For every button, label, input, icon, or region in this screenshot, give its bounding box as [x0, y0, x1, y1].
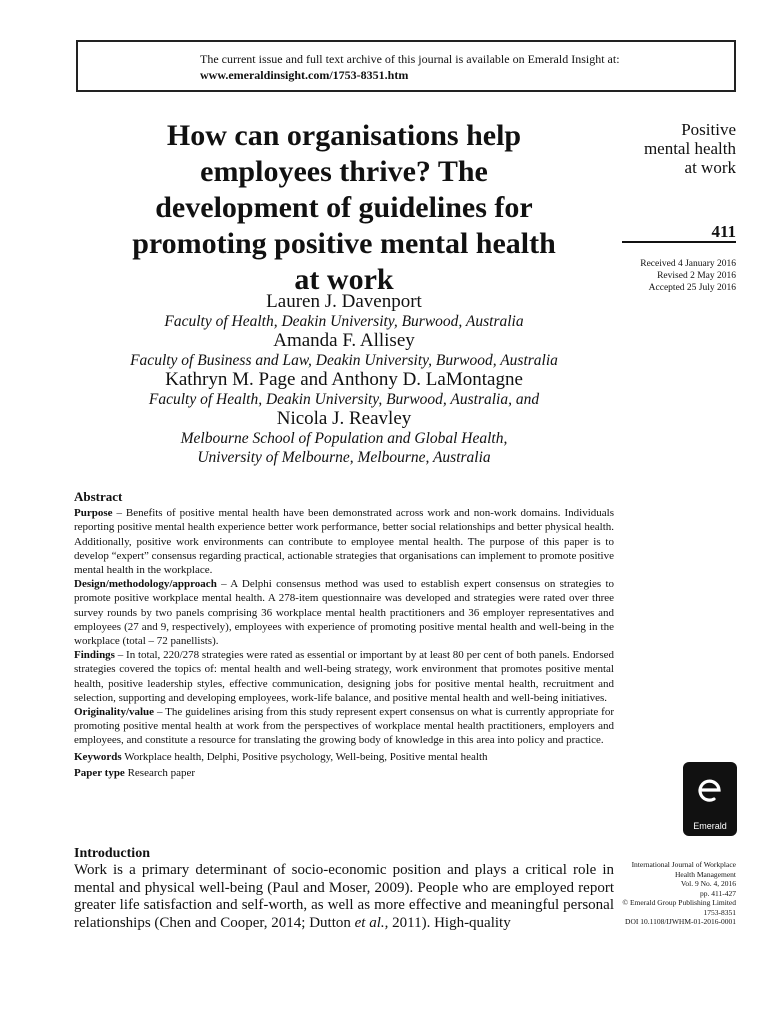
journal-url-link[interactable]: www.emeraldinsight.com/1753-8351.htm [200, 68, 409, 82]
author-affiliation: Faculty of Health, Deakin University, Burwood, Australia, and [148, 391, 540, 408]
author-name: Lauren J. Davenport [266, 291, 422, 312]
findings-label: Findings [74, 649, 115, 662]
keywords-text: Workplace health, Delphi, Positive psychology, Well-being, Positive mental health [121, 750, 488, 763]
journal-volume: Vol. 9 No. 4, 2016 [680, 879, 736, 888]
journal-doi: DOI 10.1108/IJWHM-01-2016-0001 [625, 917, 736, 926]
revised-date: Revised 2 May 2016 [657, 271, 736, 281]
paper-type-text: Research paper [124, 766, 196, 779]
emerald-logo [683, 762, 737, 836]
abstract-purpose [74, 506, 614, 577]
running-head-line: Positive [681, 120, 736, 139]
introduction-paragraph [74, 862, 614, 932]
design-text: – A Delphi consensus method was used to establish expert consensus on strategies to promote positive workplace mental health. A 278-item questionnaire was developed and strategies were rated over three survey rounds by two panels comprising 36 workplace mental health practitioners and 36 employer representatives and employees (27 and 9, respectively), employees with experience of promoting positive mental health and well-being in the workplace (total – 72 panellists). [74, 578, 614, 648]
introduction-heading: Introduction [74, 846, 150, 861]
journal-pages: pp. 411-427 [700, 888, 736, 898]
author-name: Nicola J. Reavley [276, 408, 412, 429]
title-line: at work [294, 263, 394, 296]
page-number: 411 [711, 222, 736, 241]
journal-copyright: © Emerald Group Publishing Limited [622, 898, 736, 907]
running-head-line: at work [684, 158, 736, 177]
title-line: How can organisations help [166, 119, 522, 152]
author-name: Amanda F. Allisey [273, 330, 415, 351]
journal-issn: 1753-8351 [703, 907, 736, 917]
intro-text-italic: et al. [354, 914, 385, 931]
originality-label: Originality/value [74, 706, 155, 719]
access-notice-box [76, 40, 736, 92]
author-name: Kathryn M. Page and Anthony D. LaMontagne [165, 369, 523, 390]
introduction-section [74, 846, 614, 932]
abstract-section [74, 490, 614, 780]
title-line: promoting positive mental health [132, 227, 556, 260]
journal-name-line: International Journal of Workplace [631, 860, 736, 869]
abstract-findings [74, 648, 614, 705]
author-affiliation: University of Melbourne, Melbourne, Australia [197, 449, 491, 466]
emerald-e-icon [692, 770, 728, 812]
journal-info [586, 860, 736, 927]
originality-text: – The guidelines arising from this study represent expert consensus on what is currently appropriate for promoting positive mental health at work from the perspectives of workplace mental health practitioners, employers and employees, and constitute a resource for translating the growing body of knowledge in this area into policy and practice. [74, 706, 614, 747]
paper-title [74, 118, 614, 298]
abstract-heading: Abstract [74, 489, 123, 504]
paper-type-label: Paper type [74, 766, 125, 779]
purpose-text: – Benefits of positive mental health have been demonstrated across work and non-work domains. Individuals reporting positive mental health experience better work performance, better social relationships and better physical health. Additionally, positive work environments can contribute to employee mental health. The purpose of this paper is to develop “expert” consensus regarding practical, actionable strategies that organisations can implement to promote positive mental health in the workplace. [74, 507, 614, 577]
author-block [74, 292, 614, 467]
intro-text-part: Work is a primary determinant of socio-economic position and plays a critical role in mental and physical well-being (Paul and Moser, 2009). People who are employed report greater life satisfaction and self-worth, as well as more effective and meaningful personal relationships (Chen and Cooper, 2014; Dutton [74, 862, 614, 931]
keywords-label: Keywords [74, 750, 122, 763]
findings-text: – In total, 220/278 strategies were rated as essential or important by at least 80 per cent of both panels. Endorsed strategies covered the topics of: mental health and well-being strategy, work environment that promotes positive mental health, positive leadership styles, effective communication, designing jobs for positive mental health, recruitment and selection, supporting and developing employees, work-life balance, and positive mental health and well-being initiatives. [74, 649, 614, 704]
abstract-keywords [74, 750, 614, 764]
abstract-paper-type [74, 766, 614, 780]
running-head-line: mental health [643, 139, 736, 158]
logo-wordmark: Emerald [693, 821, 727, 831]
journal-name-line: Health Management [674, 869, 736, 879]
intro-text-part: , 2011). High-quality [384, 914, 511, 931]
access-notice-text: The current issue and full text archive of this journal is available on Emerald Insight at: [200, 52, 620, 66]
title-line: employees thrive? The [200, 155, 488, 188]
title-line: development of guidelines for [155, 191, 533, 224]
accepted-date: Accepted 25 July 2016 [648, 283, 736, 293]
author-affiliation: Faculty of Health, Deakin University, Burwood, Australia [164, 313, 524, 330]
purpose-label: Purpose [74, 507, 113, 520]
submission-dates [640, 258, 736, 294]
divider [622, 241, 736, 243]
design-label: Design/methodology/approach [74, 578, 217, 591]
abstract-originality [74, 705, 614, 748]
author-affiliation: Faculty of Business and Law, Deakin University, Burwood, Australia [130, 352, 558, 369]
abstract-design [74, 577, 614, 648]
received-date: Received 4 January 2016 [640, 259, 736, 269]
running-head [556, 120, 736, 177]
author-affiliation: Melbourne School of Population and Global Health, [180, 430, 508, 447]
